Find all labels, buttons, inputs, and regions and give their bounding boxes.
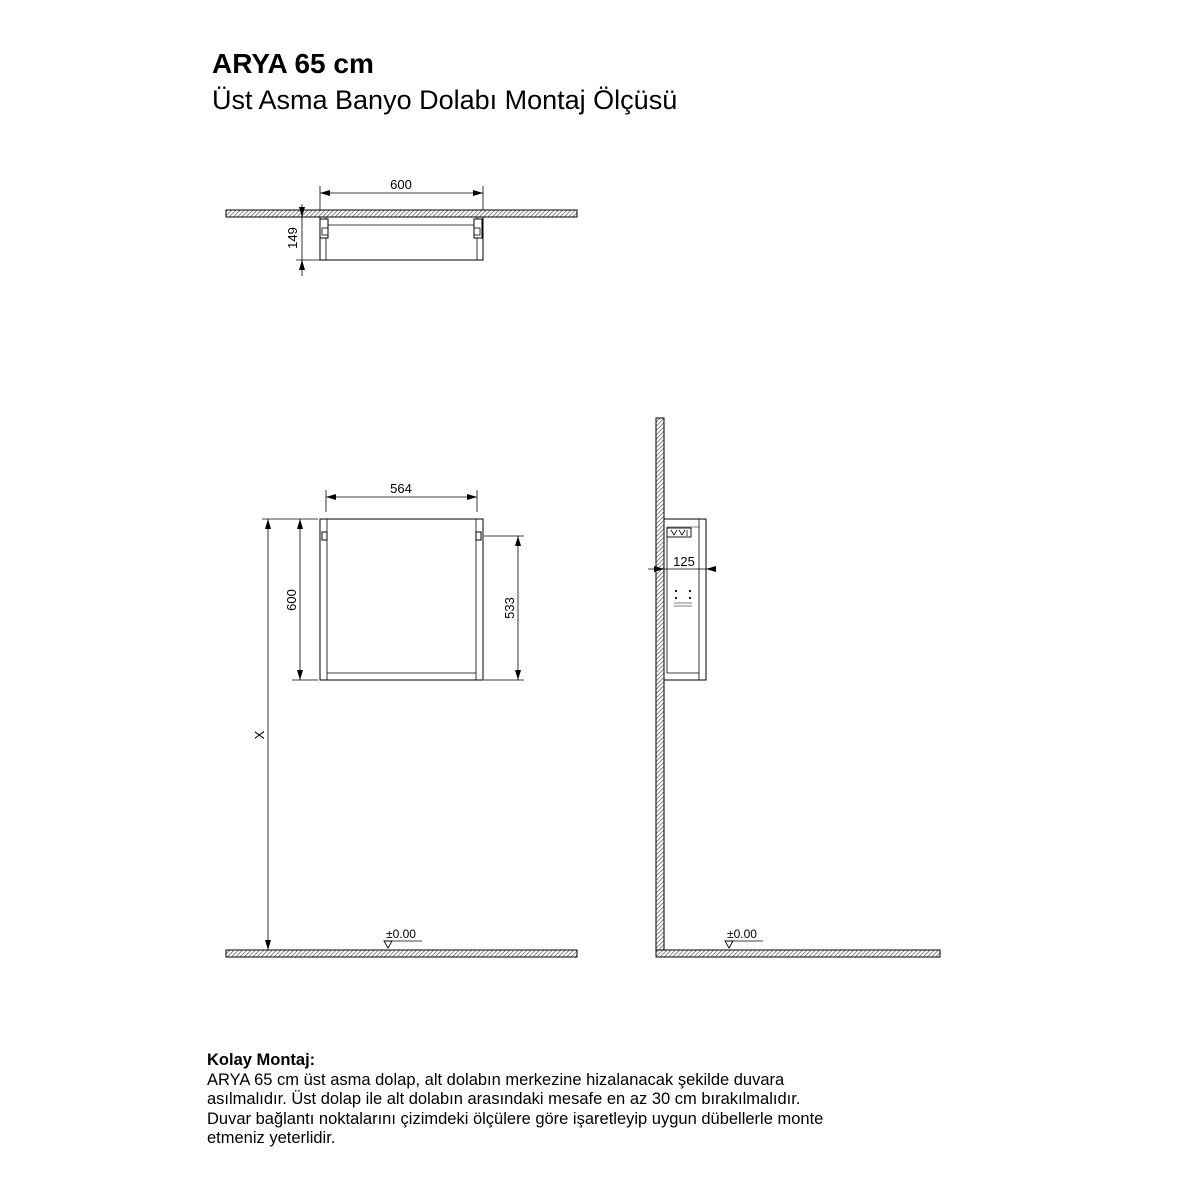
floor-level-label-side: ±0.00 <box>727 927 757 941</box>
notes-line: Duvar bağlantı noktalarını çizimdeki ölçülere göre işaretleyip uygun dübellerle monte <box>207 1109 824 1128</box>
notes-line: etmeniz yeterlidir. <box>207 1129 336 1148</box>
dimension-front-height <box>284 519 318 680</box>
top-view <box>226 177 577 276</box>
floor-level-label-front: ±0.00 <box>386 927 416 941</box>
notes-line: asılmalıdır. Üst dolap ile alt dolabın arasındaki mesafe en az 30 cm bırakılmalıdır. <box>207 1090 801 1109</box>
floor-level-marker-front <box>384 927 422 948</box>
assembly-notes <box>207 1051 967 1149</box>
side-view-floor <box>656 950 940 957</box>
dimension-label-149: 149 <box>285 227 300 249</box>
top-view-bracket-right <box>474 219 482 238</box>
dimension-label-125: 125 <box>673 554 695 569</box>
side-view <box>648 418 940 957</box>
dimension-label-600-front: 600 <box>284 589 299 611</box>
front-view-hanger-right <box>476 532 481 540</box>
dimension-label-533: 533 <box>502 597 517 619</box>
side-view-cabinet <box>664 519 706 680</box>
dimension-label-600-top: 600 <box>390 177 412 192</box>
page-subtitle: Üst Asma Banyo Dolabı Montaj Ölçüsü <box>212 85 678 115</box>
notes-heading: Kolay Montaj: <box>207 1051 316 1069</box>
front-view <box>226 481 577 957</box>
dimension-floor-height <box>252 519 292 950</box>
top-view-cabinet <box>320 217 483 260</box>
dimension-front-width <box>326 481 477 512</box>
top-view-wall <box>226 210 577 217</box>
dimension-top-width <box>320 177 483 210</box>
page-title: ARYA 65 cm <box>212 48 374 79</box>
front-view-hanger-left <box>322 532 327 540</box>
front-view-floor <box>226 950 577 957</box>
notes-line: ARYA 65 cm üst asma dolap, alt dolabın merkezine hizalanacak şekilde duvara <box>207 1070 785 1089</box>
top-view-bracket-left <box>320 219 328 238</box>
dimension-mount-height <box>484 536 524 680</box>
dimension-label-564: 564 <box>390 481 412 496</box>
dimension-label-x: X <box>252 730 267 740</box>
front-view-cabinet <box>320 519 483 680</box>
side-view-wall <box>656 418 664 957</box>
side-view-shelf-holes <box>674 590 692 606</box>
side-view-bracket <box>667 528 691 537</box>
floor-level-marker-side <box>725 927 763 948</box>
